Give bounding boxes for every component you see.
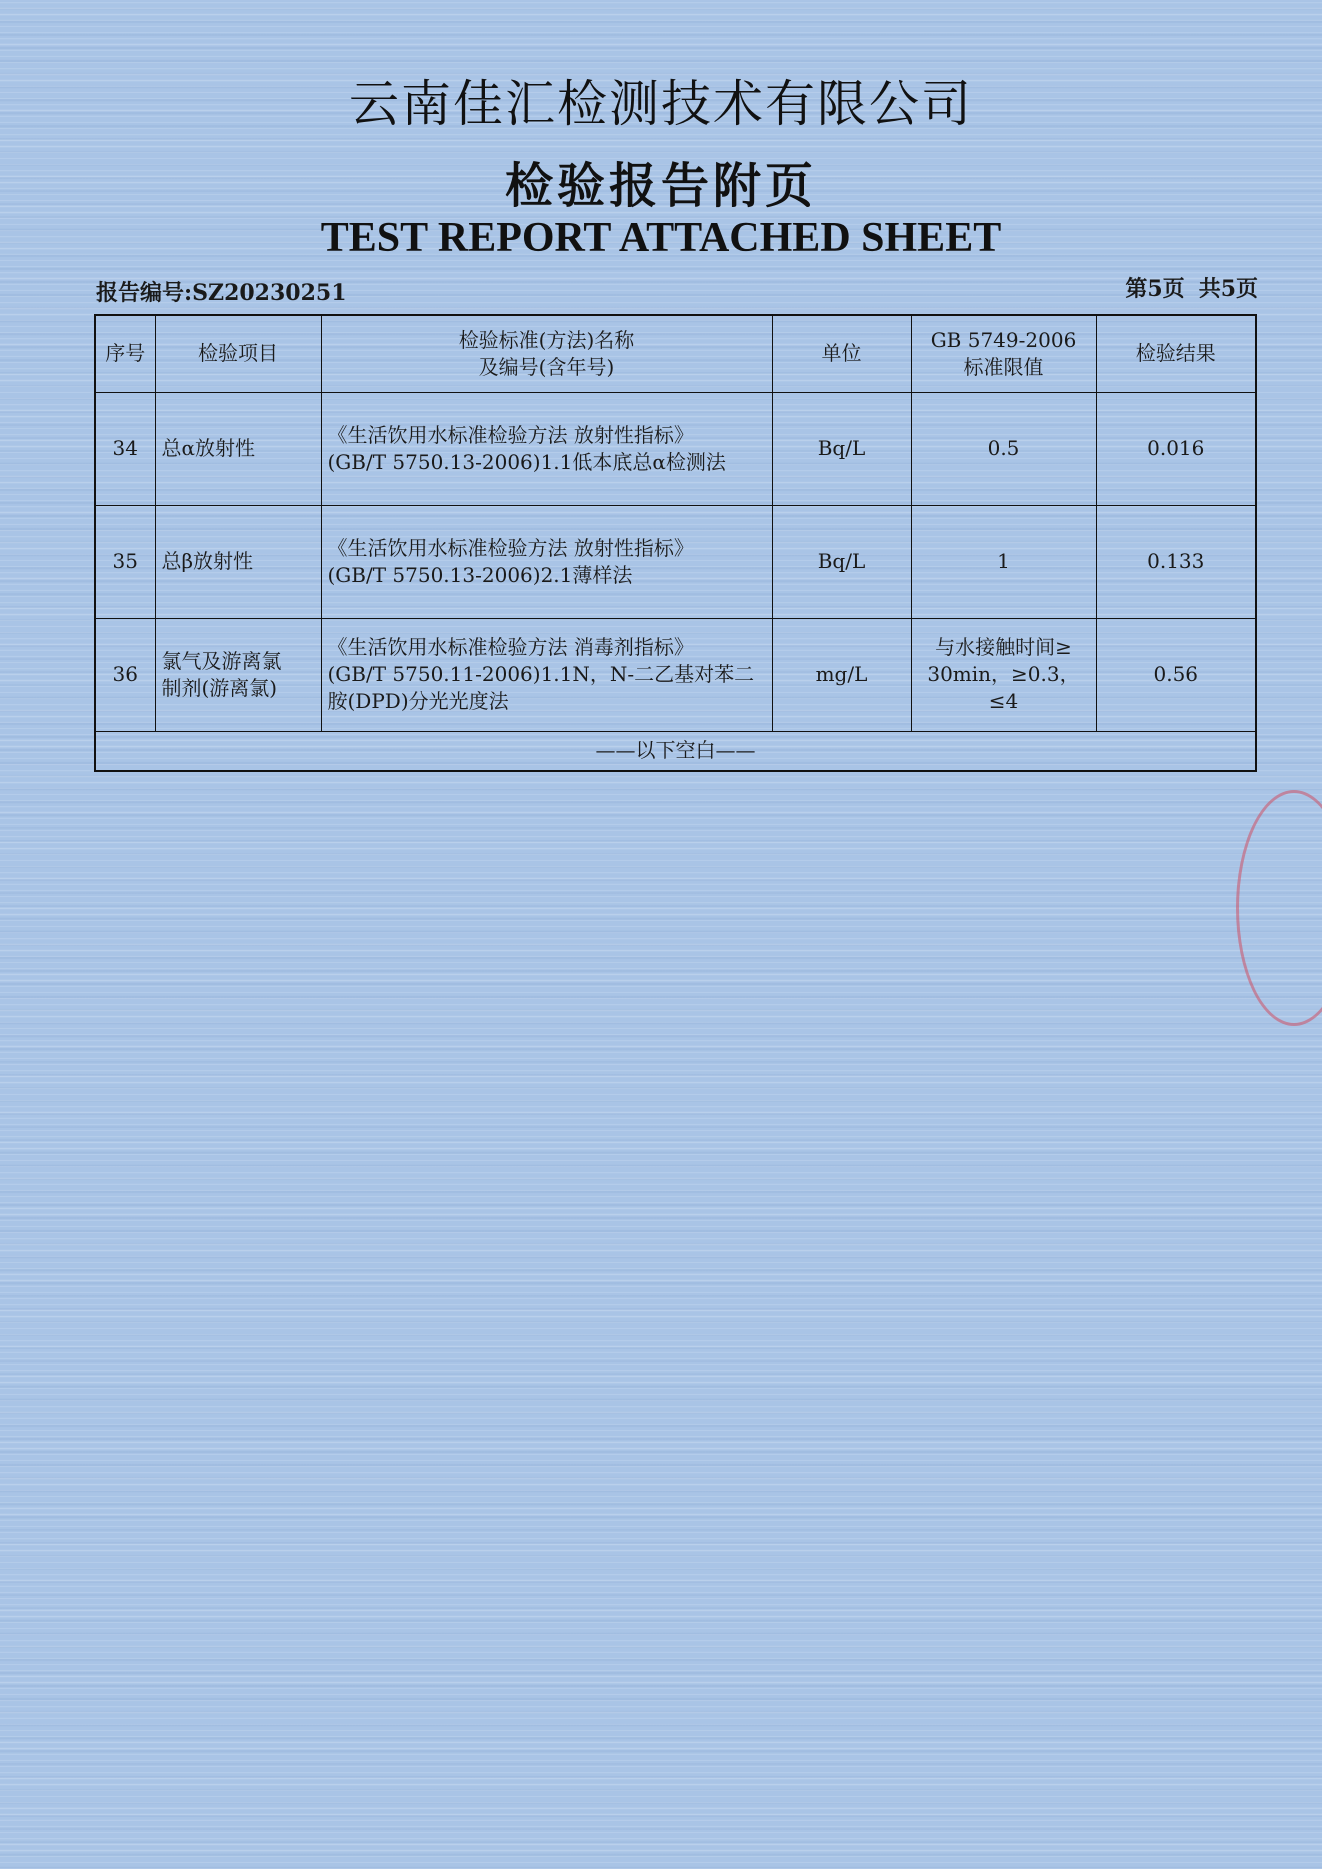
header-item: 检验项目 xyxy=(155,315,321,392)
item-line1: 氯气及游离氯 xyxy=(161,648,282,673)
method-line1: 《生活饮用水标准检验方法 放射性指标》 xyxy=(327,422,694,447)
page-current: 第5页 xyxy=(1125,276,1185,302)
header-method-line2: 及编号(含年号) xyxy=(478,354,615,379)
report-number: 报告编号:SZ20230251 xyxy=(96,280,347,306)
method-line2: (GB/T 5750.13-2006)2.1薄样法 xyxy=(327,562,633,587)
cell-unit: mg/L xyxy=(772,618,911,731)
header-result: 检验结果 xyxy=(1096,315,1256,392)
cell-unit: Bq/L xyxy=(772,505,911,618)
cell-method xyxy=(321,392,772,505)
table-row xyxy=(95,618,1256,731)
limit-line3: ≤4 xyxy=(988,689,1019,713)
cell-limit xyxy=(911,618,1096,731)
method-line2: (GB/T 5750.13-2006)1.1低本底总α检测法 xyxy=(327,449,726,474)
cell-unit: Bq/L xyxy=(772,392,911,505)
method-line1: 《生活饮用水标准检验方法 放射性指标》 xyxy=(327,535,694,560)
cell-method xyxy=(321,618,772,731)
seal-stamp xyxy=(1236,790,1322,1026)
cell-item: 总β放射性 xyxy=(155,505,321,618)
method-line3: 胺(DPD)分光光度法 xyxy=(327,689,509,713)
cell-seq: 35 xyxy=(95,505,155,618)
header-method-line1: 检验标准(方法)名称 xyxy=(458,327,635,352)
header-unit: 单位 xyxy=(772,315,911,392)
cell-result: 0.016 xyxy=(1096,392,1256,505)
report-title-cn: 检验报告附页 xyxy=(504,158,817,214)
cell-item: 总α放射性 xyxy=(155,392,321,505)
cell-result: 0.56 xyxy=(1096,618,1256,731)
table-row xyxy=(95,392,1256,505)
cell-seq: 34 xyxy=(95,392,155,505)
results-table xyxy=(94,314,1257,772)
cell-limit: 0.5 xyxy=(911,392,1096,505)
header-seq: 序号 xyxy=(95,315,155,392)
header-limit xyxy=(911,315,1096,392)
limit-line1: 与水接触时间≥ xyxy=(935,635,1072,659)
method-line1: 《生活饮用水标准检验方法 消毒剂指标》 xyxy=(327,635,694,659)
method-line2: (GB/T 5750.11-2006)1.1N，N-二乙基对苯二 xyxy=(327,662,755,686)
limit-line2: 30min，≥0.3， xyxy=(927,662,1080,686)
report-title-en: TEST REPORT ATTACHED SHEET xyxy=(320,215,1002,261)
company-name: 云南佳汇检测技术有限公司 xyxy=(349,75,973,133)
header-limit-line2: 标准限值 xyxy=(963,354,1044,379)
cell-item xyxy=(155,618,321,731)
cell-seq: 36 xyxy=(95,618,155,731)
table-end-row xyxy=(95,731,1256,771)
item-line2: 制剂(游离氯) xyxy=(161,675,278,700)
table-row xyxy=(95,505,1256,618)
end-note: ——以下空白—— xyxy=(95,731,1256,771)
table-header-row xyxy=(95,315,1256,392)
cell-method xyxy=(321,505,772,618)
header-method xyxy=(321,315,772,392)
header-limit-line1: GB 5749-2006 xyxy=(930,327,1077,352)
cell-result: 0.133 xyxy=(1096,505,1256,618)
cell-limit: 1 xyxy=(911,505,1096,618)
page-total: 共5页 xyxy=(1198,276,1258,302)
page-info xyxy=(1125,272,1258,303)
